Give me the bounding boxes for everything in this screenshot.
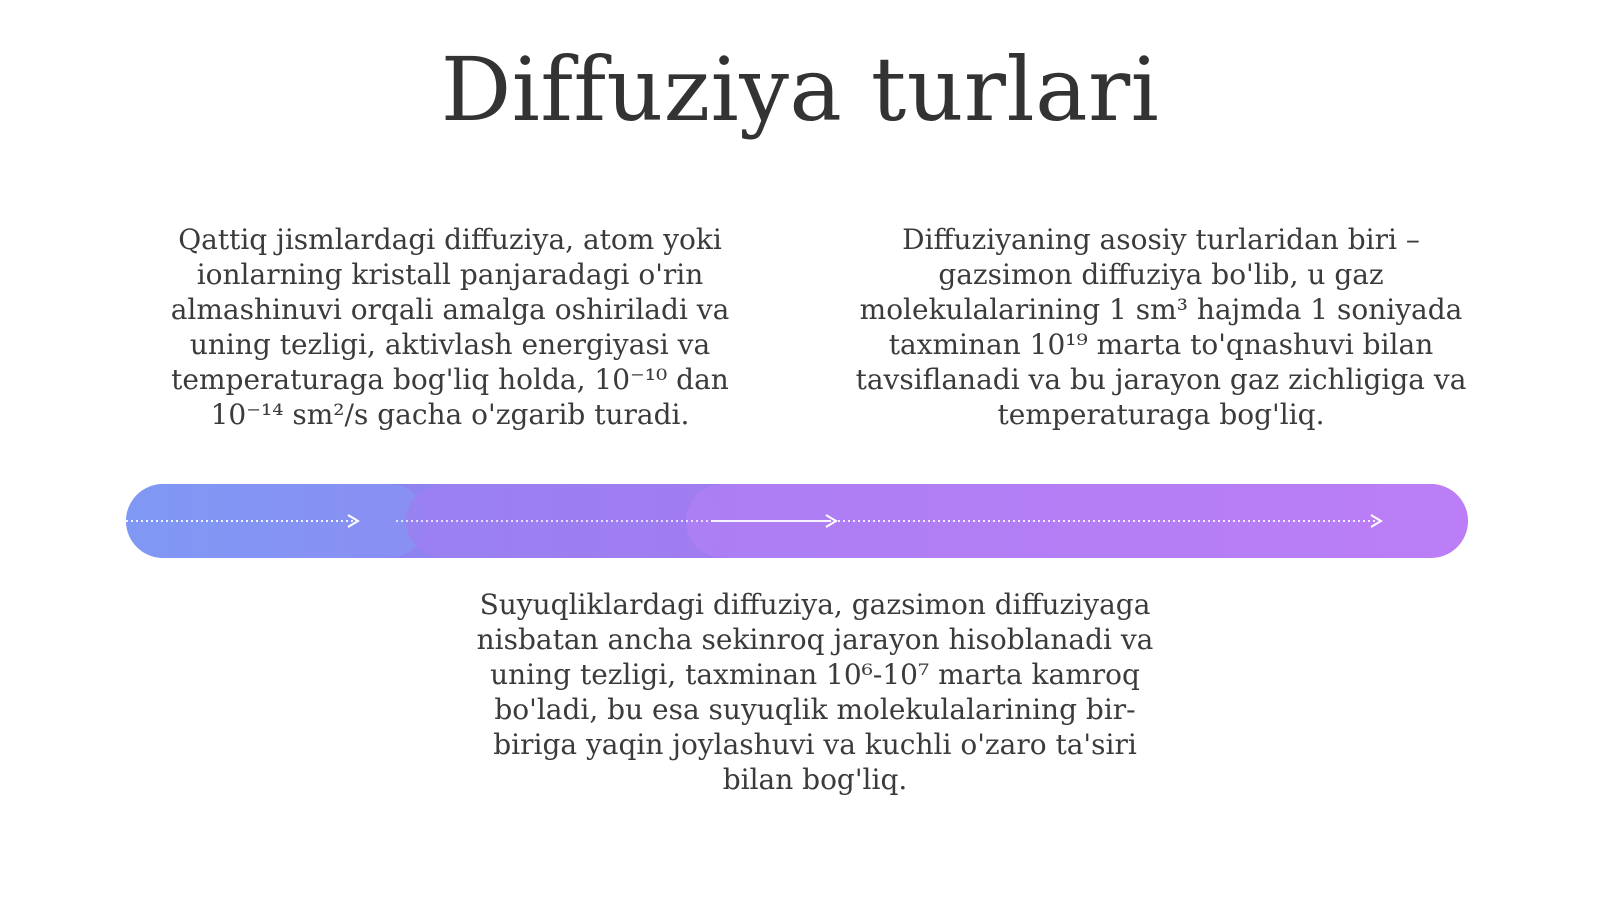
text-line: 10⁻¹⁴ sm²/s gacha o'zgarib turadi. bbox=[210, 398, 690, 431]
text-line: temperaturaga bog'liq holda, 10⁻¹⁰ dan bbox=[171, 363, 729, 396]
text-line: nisbatan ancha sekinroq jarayon hisoblanadi va bbox=[476, 623, 1154, 656]
gas-diffusion-text bbox=[846, 222, 1476, 432]
timeline-bar bbox=[126, 484, 1468, 558]
text-line: gazsimon diffuziya bo'lib, u gaz bbox=[938, 258, 1384, 291]
text-line: almashinuvi orqali amalga oshiriladi va bbox=[170, 293, 730, 326]
text-line: bilan bog'liq. bbox=[722, 763, 908, 796]
text-line: tavsiflanadi va bu jarayon gaz zichligiga va bbox=[855, 363, 1467, 396]
text-line: biriga yaqin joylashuvi va kuchli o'zaro ta'siri bbox=[493, 728, 1137, 761]
text-line: Suyuqliklardagi diffuziya, gazsimon diffuziyaga bbox=[479, 588, 1151, 621]
liquid-diffusion-text bbox=[470, 587, 1160, 797]
text-line: uning tezligi, aktivlash energiyasi va bbox=[189, 328, 711, 361]
text-line: uning tezligi, taxminan 10⁶-10⁷ marta kamroq bbox=[490, 658, 1140, 691]
text-line: ionlarning kristall panjaradagi o'rin bbox=[196, 258, 704, 291]
slide-title: Diffuziya turlari bbox=[440, 38, 1160, 141]
text-line: molekulalarining 1 sm³ hajmda 1 soniyada bbox=[859, 293, 1463, 326]
text-line: Diffuziyaning asosiy turlaridan biri – bbox=[902, 223, 1420, 256]
solid-diffusion-text bbox=[150, 222, 750, 432]
text-line: bo'ladi, bu esa suyuqlik molekulalarining bir- bbox=[494, 693, 1136, 726]
text-line: taxminan 10¹⁹ marta to'qnashuvi bilan bbox=[888, 328, 1434, 361]
text-line: temperaturaga bog'liq. bbox=[997, 398, 1325, 431]
text-line: Qattiq jismlardagi diffuziya, atom yoki bbox=[178, 223, 722, 256]
timeline-arrows bbox=[126, 484, 1468, 558]
